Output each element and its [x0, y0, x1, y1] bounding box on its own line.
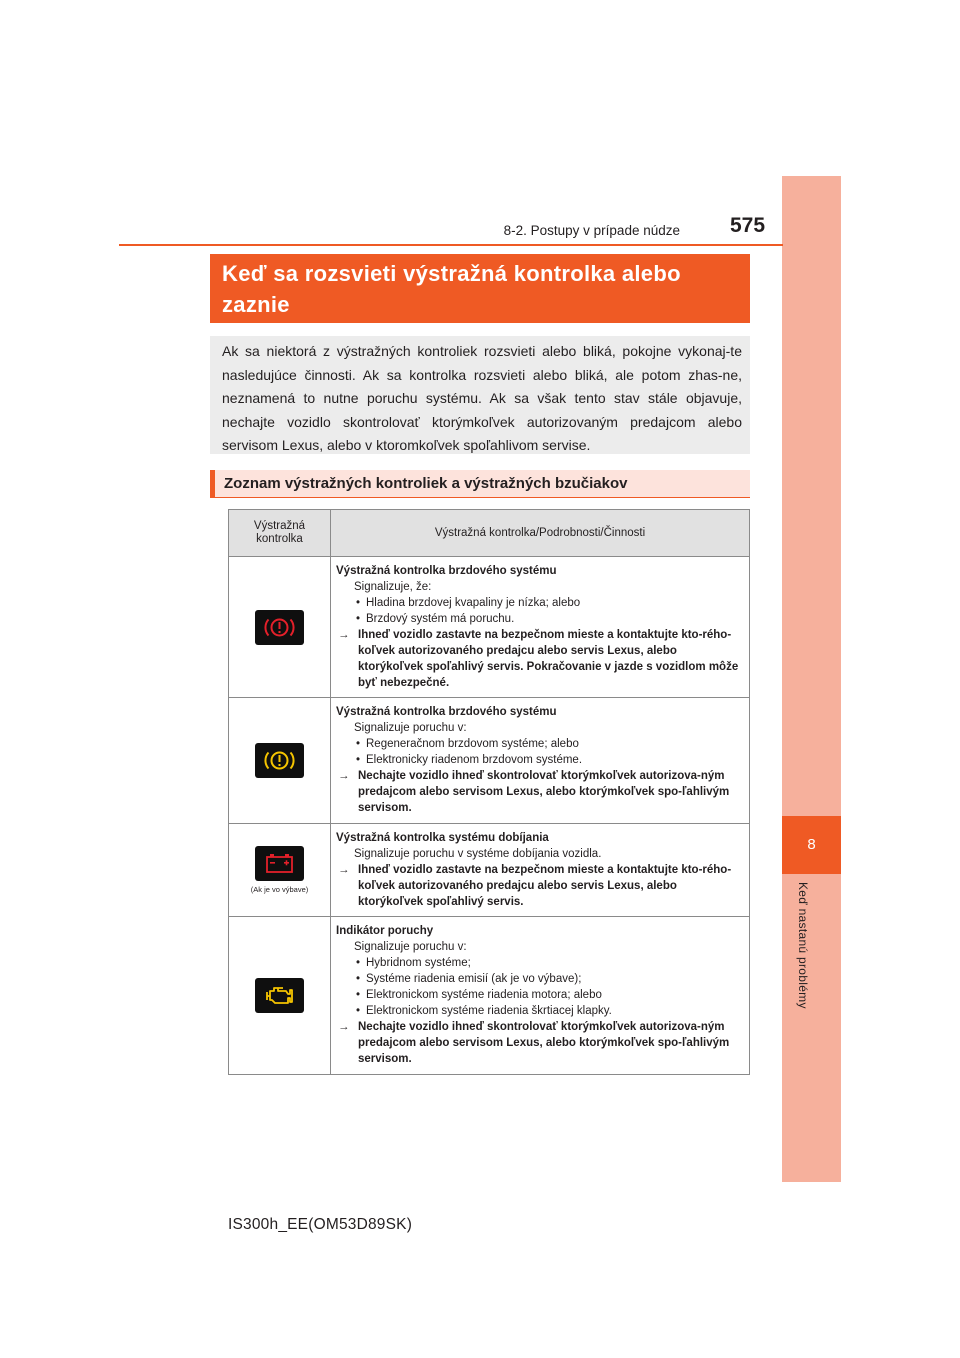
list-item: • Elektronickom systéme riadenia škrtiacej klapky. [336, 1003, 745, 1019]
light-action: → Ihneď vozidlo zastavte na bezpečnom mieste a kontaktujte kto-rého-koľvek autorizovaného predajcu alebo servis Lexus, alebo ktorýkoľvek spoľahlivý servis. [336, 862, 745, 910]
col-header-light: Výstražná kontrolka [229, 510, 331, 557]
main-heading [210, 254, 750, 323]
chapter-number: 8 [782, 816, 841, 874]
icon-cell [229, 557, 331, 698]
main-heading-line-1: Keď sa rozsvieti výstražná kontrolka alebo zaznie [222, 261, 681, 317]
list-item: • Hladina brzdovej kvapaliny je nízka; alebo [336, 595, 745, 611]
list-item: • Elektronicky riadenom brzdovom systéme. [336, 752, 745, 768]
table-row [229, 917, 750, 1075]
light-action: → Nechajte vozidlo ihneď skontrolovať ktorýmkoľvek autorizova-ným predajcom alebo servisom Lexus, alebo ktorýmkoľvek spo-ľahlivým servisom. [336, 768, 745, 816]
header-rule [119, 244, 783, 246]
icon-cell [229, 698, 331, 824]
light-title: Výstražná kontrolka systému dobíjania [336, 832, 549, 844]
section-title: 8-2. Postupy v prípade núdze [503, 223, 680, 238]
list-item: • Elektronickom systéme riadenia motora; alebo [336, 987, 745, 1003]
warning-lights-table [228, 509, 750, 1075]
icon-cell [229, 824, 331, 917]
battery-charging-icon [255, 846, 304, 881]
sub-heading: Zoznam výstražných kontroliek a výstražných bzučiakov [210, 470, 750, 498]
light-action: → Nechajte vozidlo ihneď skontrolovať ktorýmkoľvek autorizova-ným predajcom alebo servisom Lexus, alebo ktorýmkoľvek spo-ľahlivým servisom. [336, 1019, 745, 1067]
light-signal-intro: Signalizuje poruchu v systéme dobíjania vozidla. [354, 848, 602, 860]
engine-check-icon [255, 978, 304, 1013]
table-header-row [229, 510, 750, 557]
details-cell [331, 917, 750, 1075]
intro-paragraph: Ak sa niektorá z výstražných kontroliek rozsvieti alebo bliká, pokojne vykonaj-te nasledujúce činnosti. Ak sa kontrolka rozsvieti alebo bliká, ale potom zhas-ne, neznamená to nutne poruchu systému. Ak sa však tento stav stále objavuje, nechajte vozidlo skontrolovať ktorýmkoľvek autorizovaným predajcom alebo servisom Lexus, alebo v ktoromkoľvek spoľahlivom servise. [210, 336, 750, 454]
page-number: 575 [730, 214, 766, 237]
light-title: Výstražná kontrolka brzdového systému [336, 706, 557, 718]
col-header-details: Výstražná kontrolka/Podrobnosti/Činnosti [331, 510, 750, 557]
table-row [229, 698, 750, 824]
light-signal-intro: Signalizuje, že: [354, 581, 432, 593]
table-row [229, 557, 750, 698]
light-title: Výstražná kontrolka brzdového systému [336, 565, 557, 577]
list-item: • Systéme riadenia emisií (ak je vo výbave); [336, 971, 745, 987]
icon-cell [229, 917, 331, 1075]
light-action: → Ihneď vozidlo zastavte na bezpečnom mieste a kontaktujte kto-rého-koľvek autorizovaného predajcu alebo servis Lexus, alebo ktorýkoľvek spoľahlivý servis. Pokračovanie v jazde s vozidlom môže byť nebezpečné. [336, 627, 745, 691]
chapter-side-tab [782, 176, 841, 1182]
chapter-title: Keď nastanú problémy [796, 882, 810, 1009]
list-item: • Hybridnom systéme; [336, 955, 745, 971]
light-signal-intro: Signalizuje poruchu v: [354, 722, 467, 734]
table-row [229, 824, 750, 917]
brake-warning-yellow-icon [255, 743, 304, 778]
list-item: • Regeneračnom brzdovom systéme; alebo [336, 736, 745, 752]
list-item: • Brzdový systém má poruchu. [336, 611, 745, 627]
details-cell [331, 824, 750, 917]
brake-warning-red-icon [255, 610, 304, 645]
details-cell [331, 557, 750, 698]
light-title: Indikátor poruchy [336, 925, 434, 937]
details-cell [331, 698, 750, 824]
document-id: IS300h_EE(OM53D89SK) [228, 1216, 413, 1233]
icon-note: (Ak je vo výbave) [250, 885, 309, 894]
light-signal-intro: Signalizuje poruchu v: [354, 941, 467, 953]
